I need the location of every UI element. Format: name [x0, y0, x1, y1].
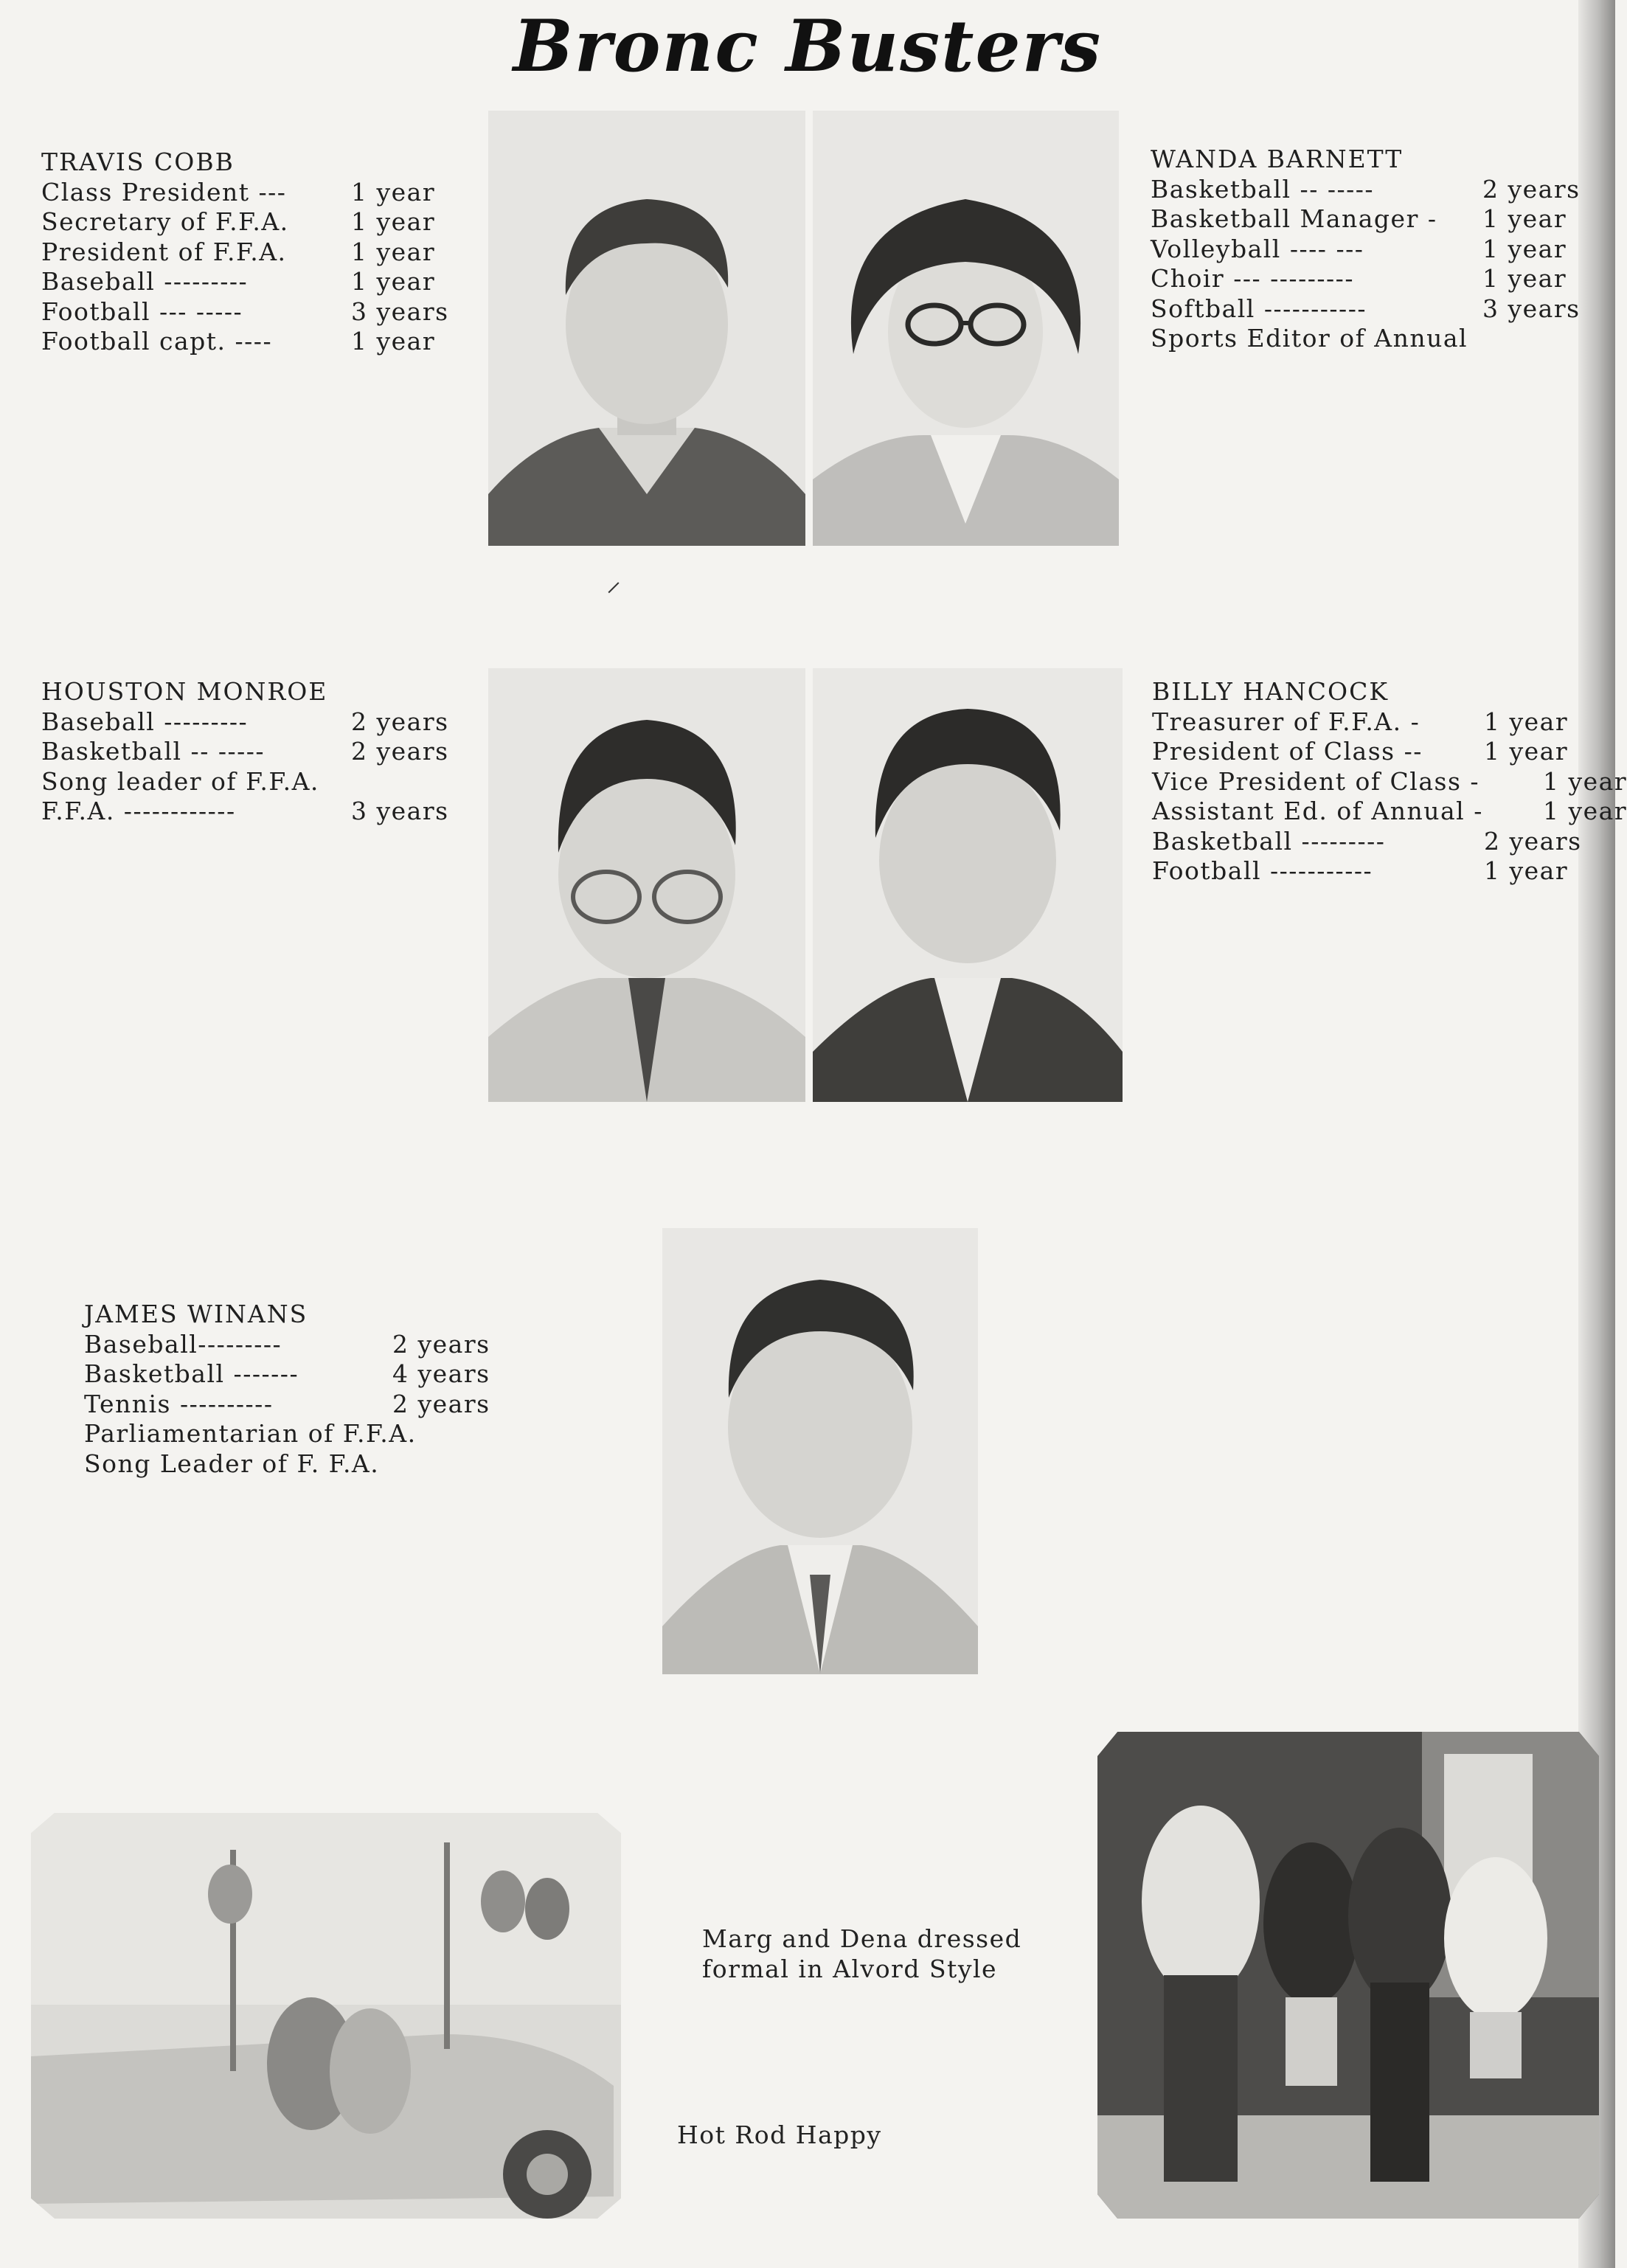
stray-pen-mark: ⸝ [606, 564, 621, 598]
activity-line: Basketball --------- 2 years [1152, 826, 1582, 856]
senior-name: WANDA BARNETT [1151, 145, 1404, 173]
activity-line: Basketball Manager - 1 year [1151, 204, 1567, 233]
activity-line: Football capt. ---- 1 year [41, 327, 436, 356]
activity-line: Football ----------- 1 year [1152, 856, 1569, 885]
page-title: Bronc Busters [513, 4, 1103, 88]
activity-line: Parliamentarian of F.F.A. [84, 1419, 417, 1448]
senior-name: BILLY HANCOCK [1152, 677, 1389, 706]
portrait-photo-james-winans [662, 1228, 978, 1674]
senior-block-billy-hancock [1152, 677, 1627, 887]
activity-line: Basketball -- ----- 2 years [1151, 174, 1581, 204]
portrait-photo-houston-monroe [488, 668, 805, 1102]
senior-name: TRAVIS COBB [41, 148, 235, 176]
portrait-photo-billy-hancock [813, 668, 1123, 1102]
caption-formal: Marg and Dena dressed formal in Alvord Style [702, 1924, 1022, 1983]
senior-name: JAMES WINANS [84, 1300, 308, 1328]
activity-line: Secretary of F.F.A. 1 year [41, 207, 436, 236]
activity-line: Choir --- --------- 1 year [1151, 264, 1567, 293]
senior-block-wanda-barnett [1151, 145, 1581, 354]
activity-line: Basketball -- ----- 2 years [41, 737, 449, 766]
activity-line: Sports Editor of Annual [1151, 324, 1468, 353]
snapshot-photo-group [1097, 1732, 1599, 2219]
activity-line: Class President --- 1 year [41, 177, 436, 207]
activity-line: Basketball ------- 4 years [84, 1359, 490, 1388]
activity-line: Treasurer of F.F.A. - 1 year [1152, 707, 1569, 736]
activity-line: Tennis ---------- 2 years [84, 1389, 490, 1418]
activity-line: Song Leader of F. F.A. [84, 1449, 380, 1478]
activity-line: Assistant Ed. of Annual - 1 year [1152, 797, 1627, 825]
activity-line: Vice President of Class - 1 year [1152, 766, 1627, 796]
activity-line: Baseball--------- 2 years [84, 1329, 490, 1359]
activity-line: Football --- ----- 3 years [41, 296, 449, 326]
activity-line: Softball ----------- 3 years [1151, 294, 1581, 323]
portrait-photo-wanda-barnett [813, 111, 1119, 546]
activity-line: F.F.A. ------------ 3 years [41, 797, 449, 825]
senior-name: HOUSTON MONROE [41, 677, 328, 706]
activity-line: Volleyball ---- --- 1 year [1151, 234, 1567, 263]
senior-block-james-winans [84, 1300, 490, 1479]
activity-line: Baseball --------- 1 year [41, 267, 436, 296]
senior-block-travis-cobb [41, 148, 449, 357]
activity-line: Baseball --------- 2 years [41, 707, 449, 736]
activity-line: President of F.F.A. 1 year [41, 237, 436, 266]
portrait-photo-travis-cobb [488, 111, 805, 546]
senior-block-houston-monroe [41, 677, 449, 827]
caption-hot-rod: Hot Rod Happy [677, 2120, 882, 2149]
snapshot-photo-hot-rod [31, 1813, 621, 2219]
activity-line: President of Class -- 1 year [1152, 737, 1569, 766]
activity-line: Song leader of F.F.A. [41, 766, 319, 796]
